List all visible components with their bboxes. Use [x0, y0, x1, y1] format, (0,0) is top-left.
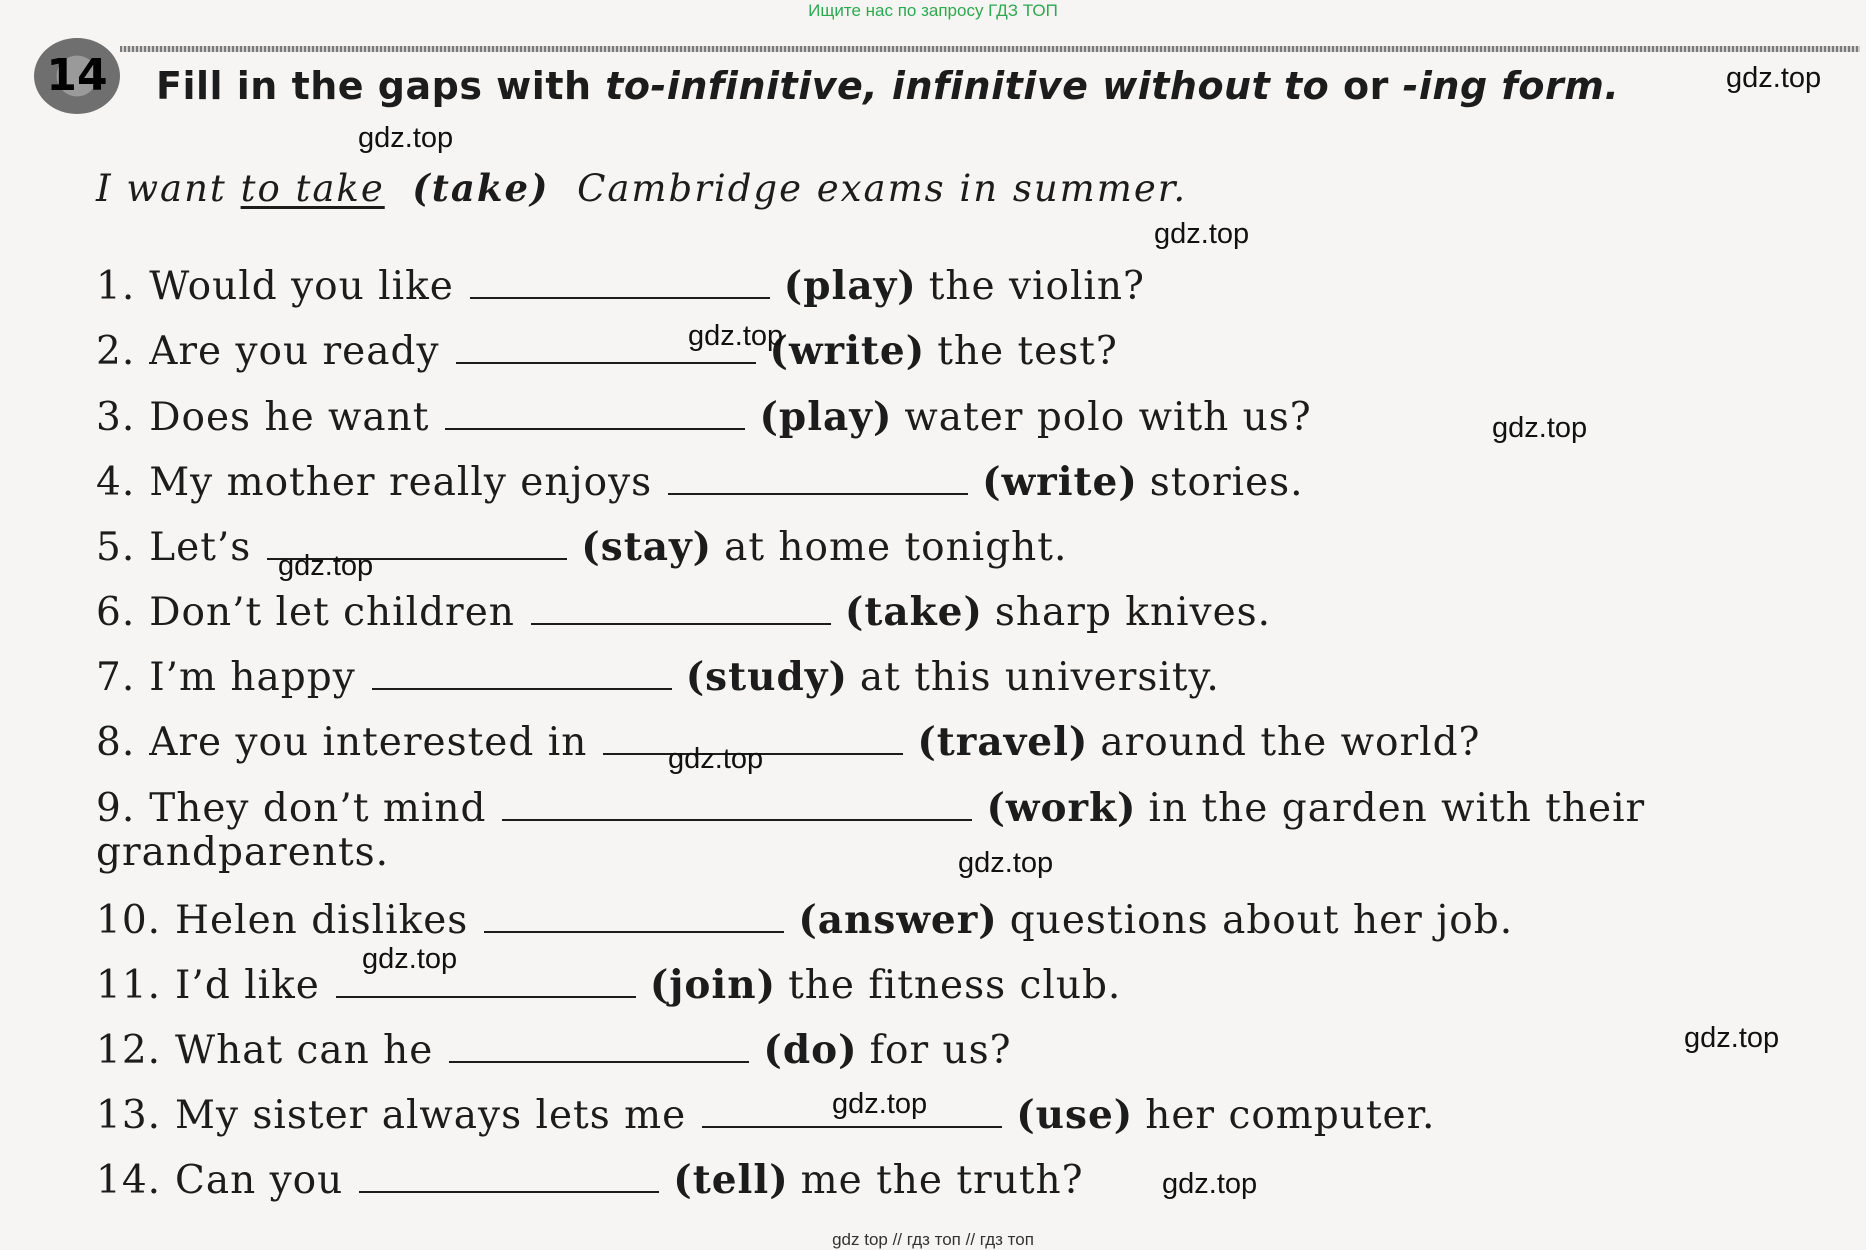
answer-blank[interactable]: [668, 463, 968, 495]
exercise-item: [96, 590, 1271, 635]
item-verb-hint: (play): [783, 263, 917, 309]
exercise-item: [96, 264, 1145, 309]
item-number: 6.: [96, 590, 136, 635]
heading-text: Fill in the gaps with: [156, 64, 606, 108]
exercise-item: [96, 786, 1645, 831]
item-text-after: stories.: [1149, 460, 1304, 505]
exercise-item: [96, 963, 1121, 1008]
item-text-before: Can you: [175, 1158, 344, 1203]
watermark: gdz.top: [358, 122, 454, 154]
watermark: gdz.top: [958, 847, 1054, 879]
exercise-item: [96, 395, 1312, 440]
answer-blank[interactable]: [470, 267, 770, 299]
exercise-item: [96, 1028, 1012, 1073]
item-verb-hint: (write): [982, 459, 1138, 505]
item-text-after: in the garden with their: [1148, 786, 1646, 831]
item-verb-hint: (work): [986, 785, 1137, 831]
item-text-before: Would you like: [149, 264, 454, 309]
item-text-before: I’d like: [175, 963, 320, 1008]
answer-blank[interactable]: [445, 398, 745, 430]
item-text-after: at this university.: [859, 655, 1220, 700]
answer-blank[interactable]: [372, 658, 672, 690]
item-text-before: My mother really enjoys: [149, 460, 653, 505]
example-sentence: [96, 166, 1187, 210]
item-verb-hint: (play): [759, 394, 893, 440]
item-text-after: the violin?: [928, 264, 1145, 309]
item-text-before: My sister always lets me: [175, 1093, 687, 1138]
search-banner[interactable]: Ищите нас по запросу ГДЗ ТОП: [808, 1, 1058, 20]
item-verb-hint: (study): [685, 654, 848, 700]
exercise-item: [96, 898, 1513, 943]
item-text-before: Helen dislikes: [175, 898, 469, 943]
footer-links[interactable]: gdz top // гдз топ // гдз топ: [832, 1230, 1034, 1249]
item-text-before: Let’s: [149, 525, 252, 570]
item-text-after: for us?: [869, 1028, 1012, 1073]
watermark: gdz.top: [1726, 62, 1822, 94]
heading-term-infinitive: to-infinitive, infinitive without to: [605, 64, 1330, 108]
item-text-before: Don’t let children: [149, 590, 515, 635]
item-text-after: at home tonight.: [724, 525, 1068, 570]
item-verb-hint: (answer): [798, 897, 998, 943]
exercise-item: [96, 525, 1067, 570]
heading-text-or: or: [1329, 64, 1403, 108]
answer-blank[interactable]: [359, 1161, 659, 1193]
item-text-after: the fitness club.: [788, 963, 1122, 1008]
example-hint: (take): [412, 166, 550, 210]
item-verb-hint: (write): [769, 328, 926, 374]
answer-blank[interactable]: [531, 593, 831, 625]
item-text-after: the test?: [937, 329, 1118, 374]
item-number: 12.: [96, 1028, 162, 1073]
item-text-before: Are you ready: [149, 329, 440, 374]
item-text-before: Does he want: [149, 395, 430, 440]
exercise-item: [96, 720, 1480, 765]
watermark: gdz.top: [1684, 1022, 1780, 1054]
item-text-after: her computer.: [1145, 1093, 1436, 1138]
item-number: 10.: [96, 898, 162, 943]
exercise-item: [96, 655, 1220, 700]
item-number: 11.: [96, 963, 162, 1008]
example-before: I want: [96, 167, 241, 210]
watermark: gdz.top: [1154, 218, 1250, 250]
watermark: gdz.top: [668, 743, 764, 775]
answer-blank[interactable]: [502, 789, 972, 821]
item-number: 3.: [96, 395, 136, 440]
item-verb-hint: (join): [649, 962, 777, 1008]
watermark: gdz.top: [688, 320, 784, 352]
watermark: gdz.top: [832, 1088, 928, 1120]
item-text-before: What can he: [175, 1028, 434, 1073]
item-verb-hint: (take): [844, 589, 983, 635]
item-text-after: questions about her job.: [1009, 898, 1514, 943]
item-text-after: water polo with us?: [904, 395, 1312, 440]
item-verb-hint: (travel): [917, 719, 1089, 765]
watermark: gdz.top: [362, 943, 458, 975]
item-number: 5.: [96, 525, 136, 570]
exercise-item: [96, 1093, 1435, 1138]
item-text-after: me the truth?: [800, 1158, 1084, 1203]
item-text-before: Are you interested in: [149, 720, 588, 765]
item-text-after: sharp knives.: [994, 590, 1272, 635]
item-text-before: I’m happy: [149, 655, 356, 700]
exercise-item: [96, 460, 1304, 505]
item-verb-hint: (tell): [673, 1157, 789, 1203]
watermark: gdz.top: [278, 550, 374, 582]
item-verb-hint: (use): [1016, 1092, 1134, 1138]
item-number: 8.: [96, 720, 136, 765]
exercise-item: [96, 1158, 1084, 1203]
item-number: 1.: [96, 264, 136, 309]
item-text-after: around the world?: [1100, 720, 1481, 765]
exercise-item: [96, 329, 1118, 374]
exercise-number-badge: 14: [34, 38, 120, 114]
heading-term-ing: -ing form.: [1402, 64, 1620, 108]
item-number: 2.: [96, 329, 136, 374]
item-number: 14.: [96, 1158, 162, 1203]
example-answer: to take: [240, 167, 385, 210]
item-verb-hint: (do): [763, 1027, 858, 1073]
answer-blank[interactable]: [484, 901, 784, 933]
item-continuation: grandparents.: [96, 830, 390, 875]
exercise-heading: [156, 64, 1619, 108]
watermark: gdz.top: [1492, 412, 1588, 444]
header-rule: [120, 46, 1860, 52]
answer-blank[interactable]: [449, 1031, 749, 1063]
item-number: 13.: [96, 1093, 162, 1138]
item-number: 9.: [96, 786, 136, 831]
item-verb-hint: (stay): [581, 524, 713, 570]
example-after: Cambridge exams in summer.: [577, 167, 1188, 210]
item-text-before: They don’t mind: [149, 786, 487, 831]
item-number: 7.: [96, 655, 136, 700]
watermark: gdz.top: [1162, 1168, 1258, 1200]
item-number: 4.: [96, 460, 136, 505]
